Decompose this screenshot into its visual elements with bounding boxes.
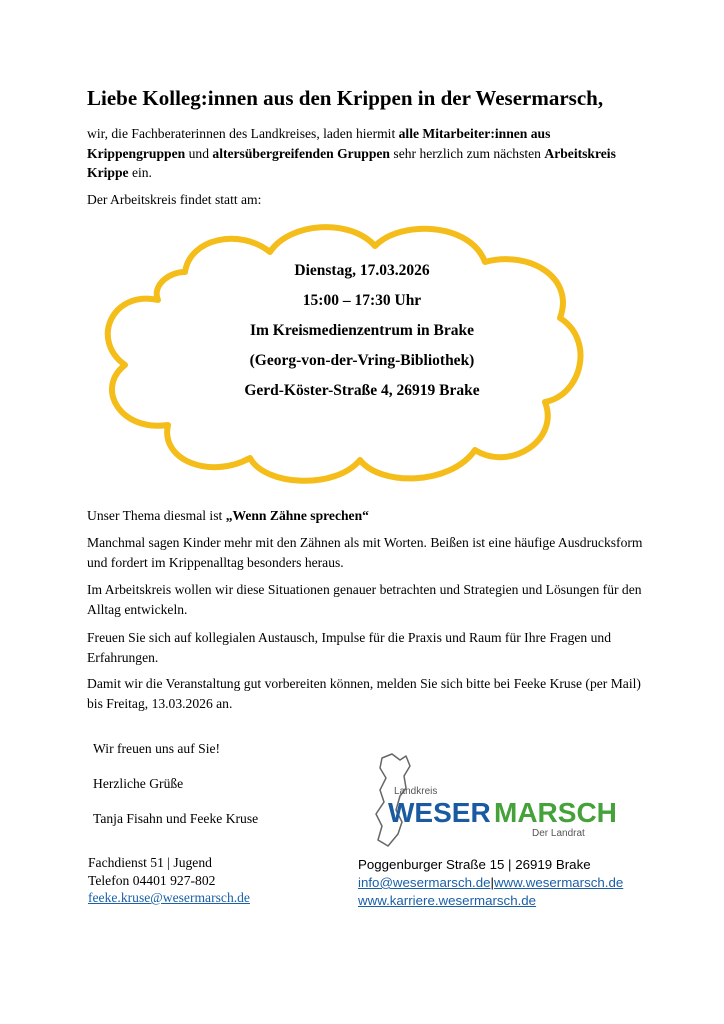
cloud-shape — [90, 210, 590, 490]
intro-paragraph — [87, 124, 647, 183]
intro-text-2: und — [185, 145, 213, 161]
address-career-link[interactable]: www.karriere.wesermarsch.de — [358, 893, 537, 908]
logo-sub-text: Der Landrat — [532, 828, 585, 839]
letter-title: Liebe Kolleg:innen aus den Krippen in der Wesermarsch, — [87, 86, 604, 110]
logo-marsch-text: MARSCH — [494, 797, 617, 828]
theme-line — [87, 506, 647, 526]
paragraph-4: Damit wir die Veranstaltung gut vorbereiten können, melden Sie sich bitte bei Feeke Kruse (per Mail) bis Freitag, 13.03.2026 an. — [87, 676, 641, 711]
closing-line-2: Herzliche Grüße — [93, 776, 184, 791]
address-street: Poggenburger Straße 15 | 26919 Brake — [358, 857, 591, 872]
address-email-link[interactable]: info@wesermarsch.de — [358, 875, 491, 890]
closing-line-1: Wir freuen uns auf Sie! — [93, 741, 221, 756]
wesermarsch-logo — [370, 752, 617, 852]
intro-text-3: sehr herzlich zum nächsten — [390, 145, 545, 161]
logo-weser-text: WESER — [388, 797, 491, 828]
paragraph-2: Im Arbeitskreis wollen wir diese Situationen genauer betrachten und Strategien und Lösungen für den Alltag entwickeln. — [87, 582, 642, 617]
event-address: Gerd-Köster-Straße 4, 26919 Brake — [244, 382, 480, 399]
event-library: (Georg-von-der-Vring-Bibliothek) — [249, 352, 475, 369]
address-block — [358, 856, 623, 910]
contact-department: Fachdienst 51 | Jugend — [88, 855, 212, 870]
closing-line-3: Tanja Fisahn und Feeke Kruse — [93, 811, 259, 826]
address-separator: | — [490, 875, 494, 890]
contact-block — [88, 854, 250, 907]
intro-bold-1: alle Mitarbeiter:innen aus Krippengruppen — [87, 126, 551, 161]
logo-top-text: Landkreis — [394, 786, 438, 797]
contact-phone: Telefon 04401 927-802 — [88, 872, 216, 888]
contact-email-link[interactable]: feeke.kruse@wesermarsch.de — [88, 890, 250, 905]
lead-text: Der Arbeitskreis findet statt am: — [87, 192, 262, 207]
intro-bold-2: altersübergreifenden Gruppen — [212, 145, 390, 161]
theme-prefix: Unser Thema diesmal ist — [87, 508, 226, 523]
intro-bold-3: Arbeitskreis Krippe — [87, 145, 616, 181]
paragraph-3: Freuen Sie sich auf kollegialen Austausch, Impulse für die Praxis und Raum für Ihre Fragen und Erfahrungen. — [87, 630, 611, 665]
event-date: Dienstag, 17.03.2026 — [294, 262, 430, 279]
theme-title: „Wenn Zähne sprechen“ — [225, 508, 369, 523]
intro-text-1: wir, die Fachberaterinnen des Landkreises, laden hiermit — [87, 126, 399, 141]
paragraph-1: Manchmal sagen Kinder mehr mit den Zähnen als mit Worten. Beißen ist eine häufige Ausdrucksform und fordert im Krippenalltag besonders heraus. — [87, 535, 643, 570]
event-place: Im Kreismedienzentrum in Brake — [249, 322, 474, 339]
address-web-link[interactable]: www.wesermarsch.de — [493, 875, 624, 890]
event-time: 15:00 – 17:30 Uhr — [302, 292, 422, 309]
intro-text-4: ein. — [128, 165, 152, 181]
